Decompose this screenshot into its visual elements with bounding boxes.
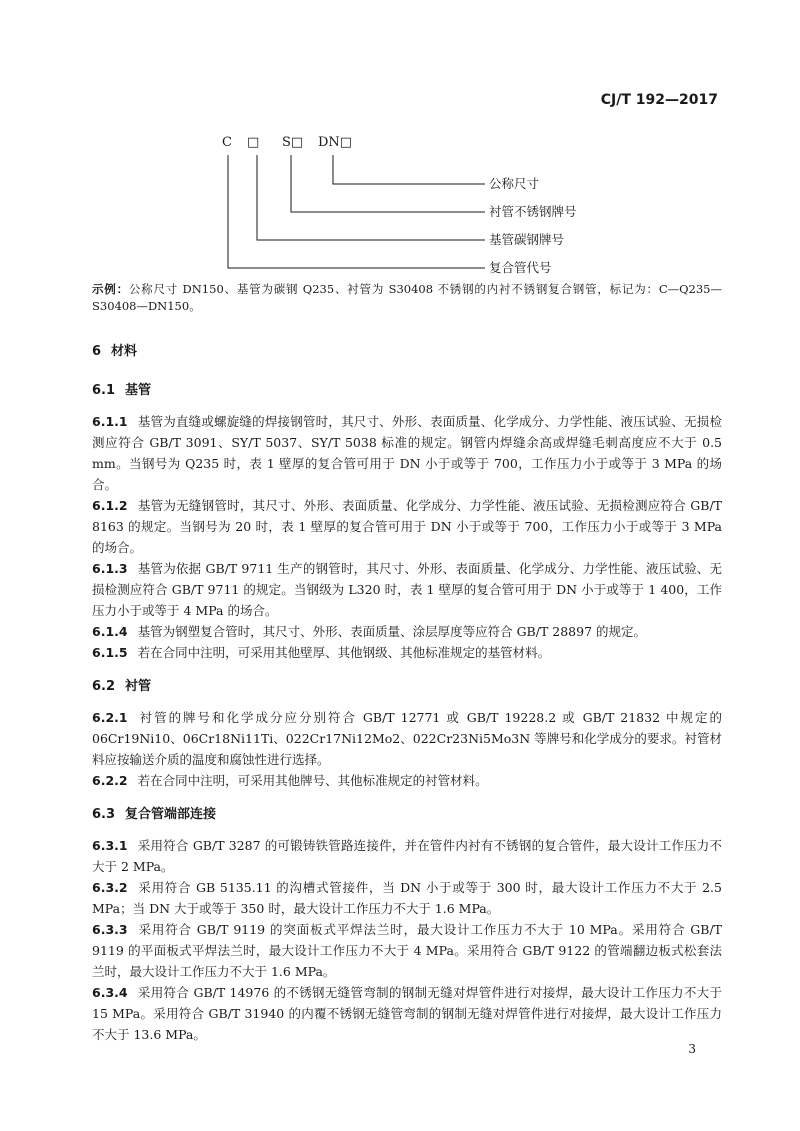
label-nominal-size: 公称尺寸 [489, 176, 540, 191]
paragraph-6-1-3: 6.1.3 基管为依据 GB/T 9711 生产的钢管时，其尺寸、外形、表面质量、化学成分、力学性能、液压试验、无损检测应符合 GB/T 9711 的规定。当钢级为 L320 时，表 1 壁厚的复合管可用于 DN 小于或等于 1 400，工作压力小于或等于 4 MPa 的场合。 [92, 561, 722, 618]
example-label: 示例： [92, 282, 129, 296]
section-6-2-heading: 6.2 衬管 [92, 679, 152, 694]
paragraph-6-2-2: 6.2.2 若在合同中注明，可采用其他牌号、其他标准规定的衬管材料。 [92, 773, 488, 788]
paragraph-6-3-2: 6.3.2 采用符合 GB 5135.11 的沟槽式管接件，当 DN 小于或等于 300 时，最大设计工作压力不大于 2.5 MPa；当 DN 大于或等于 350 时，最大设计工作压力不大于 1.6 MPa。 [92, 880, 722, 916]
main-content [92, 340, 722, 1045]
paragraph-6-1-2: 6.1.2 基管为无缝钢管时，其尺寸、外形、表面质量、化学成分、力学性能、液压试验、无损检测应符合 GB/T 8163 的规定。当钢号为 20 时，表 1 壁厚的复合管可用于 DN 小于或等于 700，工作压力小于或等于 3 MPa 的场合。 [92, 498, 722, 555]
section-6-3-heading: 6.3 复合管端部连接 [92, 807, 217, 822]
page-number: 3 [688, 1042, 696, 1056]
paragraph-6-1-5: 6.1.5 若在合同中注明，可采用其他壁厚、其他钢级、其他标准规定的基管材料。 [92, 645, 551, 660]
section-6-heading: 6 材料 [92, 344, 138, 359]
paragraph-6-3-3: 6.3.3 采用符合 GB/T 9119 的突面板式平焊法兰时，最大设计工作压力不大于 10 MPa。采用符合 GB/T 9119 的平面板式平焊法兰时，最大设计工作压力不大于 4 MPa。采用符合 GB/T 9122 的管端翻边板式松套法兰时，最大设计工作压力不大于 1.6 MPa。 [92, 922, 722, 979]
code-part-dn: DN□ [318, 135, 353, 150]
standard-code: CJ/T 192—2017 [600, 92, 718, 108]
paragraph-6-1-4: 6.1.4 基管为钢塑复合管时，其尺寸、外形、表面质量、涂层厚度等应符合 GB/T 28897 的规定。 [92, 624, 646, 639]
code-part-base: □ [247, 135, 260, 150]
label-composite-code: 复合管代号 [489, 260, 552, 275]
designation-diagram [0, 0, 800, 290]
section-6-1-heading: 6.1 基管 [92, 383, 152, 398]
paragraph-6-3-4: 6.3.4 采用符合 GB/T 14976 的不锈钢无缝管弯制的钢制无缝对焊管件进行对接焊，最大设计工作压力不大于 15 MPa。采用符合 GB/T 31940 的内覆不锈钢无缝管弯制的钢制无缝对焊管件进行对接焊，最大设计工作压力不大于 13.6 MPa。 [92, 985, 722, 1042]
example-text: 公称尺寸 DN150、基管为碳钢 Q235、衬管为 S30408 不锈钢的内衬不锈钢复合钢管，标记为：C—Q235—S30408—DN150。 [92, 282, 722, 313]
paragraph-6-2-1: 6.2.1 衬管的牌号和化学成分应分别符合 GB/T 12771 或 GB/T 19228.2 或 GB/T 21832 中规定的 06Cr19Ni10、06Cr18Ni11Ti、022Cr17Ni12Mo2、022Cr23Ni5Mo3N 等牌号和化学成分的要求。衬管材料应按输送介质的温度和腐蚀性进行选择。 [92, 710, 722, 767]
code-part-c: C [222, 135, 232, 150]
paragraph-6-3-1: 6.3.1 采用符合 GB/T 3287 的可锻铸铁管路连接件，并在管件内衬有不锈钢的复合管件，最大设计工作压力不大于 2 MPa。 [92, 838, 722, 874]
paragraph-6-1-1: 6.1.1 基管为直缝或螺旋缝的焊接钢管时，其尺寸、外形、表面质量、化学成分、力学性能、液压试验、无损检测应符合 GB/T 3091、SY/T 5037、SY/T 5038 标准的规定。钢管内焊缝余高或焊缝毛刺高度应不大于 0.5 mm。当钢号为 Q235 时，表 1 壁厚的复合管可用于 DN 小于或等于 700，工作压力小于或等于 3 MPa 的场合。 [92, 414, 722, 492]
label-base-grade: 基管碳钢牌号 [489, 232, 565, 247]
code-part-lining: S□ [282, 135, 304, 150]
example-note [92, 281, 722, 315]
label-lining-grade: 衬管不锈钢牌号 [489, 204, 577, 219]
leader-lines [228, 155, 485, 268]
